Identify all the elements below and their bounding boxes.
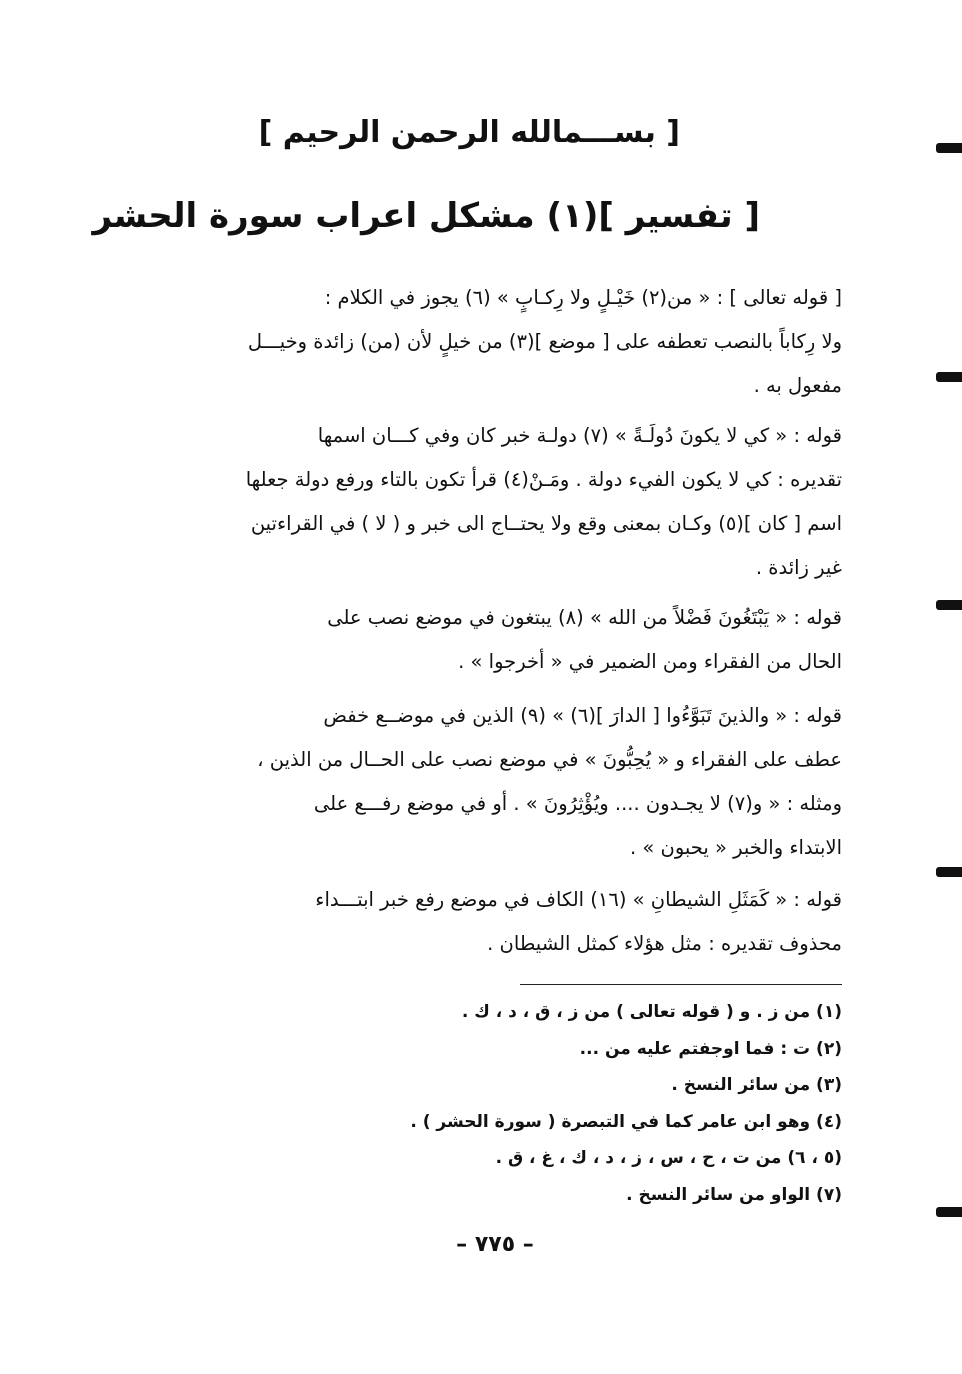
scan-edge-mark — [936, 867, 962, 877]
footnote: (٤) وهو ابن عامر كما في التبصرة ( سورة الحشر ) . — [410, 1111, 842, 1132]
text-line: قوله : « والذينَ تَبَوَّءُوا [ الدارَ ](٦) » (٩) الذين في موضــع خفض — [323, 704, 842, 727]
scan-edge-mark — [936, 1207, 962, 1217]
text-line: تقديره : كي لا يكون الفيء دولة . ومَـنْ(٤) قرأ تكون بالتاء ورفع دولة جعلها — [245, 468, 842, 491]
footnote: (٢) ت : فما اوجفتم عليه من ... — [579, 1038, 842, 1059]
page-title: [ تفسير ](١) مشكل اعراب سورة الحشر — [92, 196, 760, 236]
footnote: (١) من ز . و ( قوله تعالى ) من ز ، ق ، د ، ك . — [461, 1002, 842, 1022]
scan-edge-mark — [936, 600, 962, 610]
text-line: قوله : « كَمَثَلِ الشيطانِ » (١٦) الكاف في موضع رفع خبر ابتـــداء — [315, 888, 842, 911]
text-line: محذوف تقديره : مثل هؤلاء كمثل الشيطان . — [487, 932, 842, 955]
text-line: قوله : « يَبْتَغُونَ فَضْلاً من الله » (٨) يبتغون في موضع نصب على — [327, 606, 842, 629]
paragraph-3 — [130, 596, 842, 684]
footnote-divider — [520, 984, 842, 985]
text-line: ومثله : « و(٧) لا يجـدون .... ويُؤْثِرُونَ » . أو في موضع رفـــع على — [313, 792, 842, 815]
paragraph-1 — [130, 276, 842, 408]
footnote: (٥ ، ٦) من ت ، ح ، س ، ز ، د ، ك ، غ ، ق . — [495, 1148, 842, 1168]
footnotes — [282, 994, 842, 1213]
text-line: ولا رِكاباً بالنصب تعطفه على [ موضع ](٣) من خيلٍ لأن (من) زائدة وخيـــل — [247, 330, 842, 353]
footnote: (٣) من سائر النسخ . — [671, 1075, 842, 1095]
text-line: الابتداء والخبر « يحبون » . — [629, 836, 842, 859]
page-number: – ٧٧٥ – — [456, 1232, 534, 1257]
text-line: مفعول به . — [753, 374, 842, 397]
text-line: قوله : « كي لا يكونَ دُولَـةً » (٧) دولـة خبر كان وفي كـــان اسمها — [317, 424, 842, 447]
paragraph-4 — [130, 694, 842, 870]
text-line: الحال من الفقراء ومن الضمير في « أخرجوا » . — [458, 650, 842, 673]
scan-edge-mark — [936, 372, 962, 382]
text-line: [ قوله تعالى ] : « من(٢) خَيْـلٍ ولا رِكـابٍ » (٦) يجوز في الكلام : — [324, 286, 842, 309]
text-line: غير زائدة . — [755, 556, 842, 579]
text-line: عطف على الفقراء و « يُحِبُّونَ » في موضع نصب على الحــال من الذين ، — [257, 748, 842, 771]
scan-edge-mark — [936, 143, 962, 153]
bismillah-heading: [ بســـمالله الرحمن الرحيم ] — [258, 115, 680, 150]
paragraph-2 — [130, 414, 842, 590]
footnote: (٧) الواو من سائر النسخ . — [626, 1184, 842, 1205]
paragraph-5 — [130, 878, 842, 966]
text-line: اسم [ كان ](٥) وكـان بمعنى وقع ولا يحتــاج الى خبر و ( لا ) في القراءتين — [250, 512, 842, 535]
